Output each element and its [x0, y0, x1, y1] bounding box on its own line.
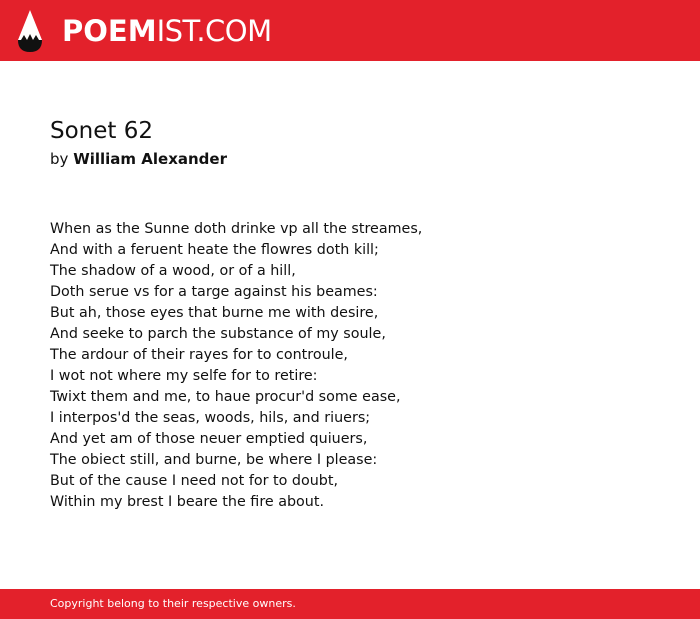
poem-line: The shadow of a wood, or of a hill,: [50, 263, 296, 279]
poem-line: When as the Sunne doth drinke vp all the streames,: [50, 221, 423, 237]
author-name: William Alexander: [73, 150, 227, 168]
site-logo-link[interactable]: [62, 13, 272, 49]
poem-line: But of the cause I need not for to doubt,: [50, 473, 339, 489]
poem-line: The ardour of their rayes for to controule,: [50, 347, 348, 363]
poem-title: Sonet 62: [50, 118, 153, 144]
site-header: [0, 0, 700, 61]
logo-text-light: IST.COM: [156, 14, 272, 48]
poem-line: Doth serue vs for a targe against his beames:: [50, 284, 378, 300]
poem-line: But ah, those eyes that burne me with desire,: [50, 305, 379, 321]
poem-line: I interpos'd the seas, woods, hils, and riuers;: [50, 410, 371, 426]
logo-text-bold: POEM: [62, 14, 157, 48]
poem-line: The obiect still, and burne, be where I please:: [50, 452, 378, 468]
poem-line: Within my brest I beare the fire about.: [50, 494, 325, 510]
poem-line: And yet am of those neuer emptied quiuers,: [50, 431, 368, 447]
poem-line: Twixt them and me, to haue procur'd some ease,: [50, 389, 401, 405]
pencil-tip-icon[interactable]: [18, 10, 42, 52]
poem-line: And with a feruent heate the flowres doth kill;: [50, 242, 379, 258]
poem-line: I wot not where my selfe for to retire:: [50, 368, 318, 384]
by-label: by: [50, 150, 69, 168]
poem-body: [50, 219, 422, 513]
poem-line: And seeke to parch the substance of my soule,: [50, 326, 386, 342]
copyright-text: Copyright belong to their respective owners.: [50, 597, 296, 610]
site-footer: [0, 589, 700, 619]
poem-byline: [50, 148, 227, 170]
